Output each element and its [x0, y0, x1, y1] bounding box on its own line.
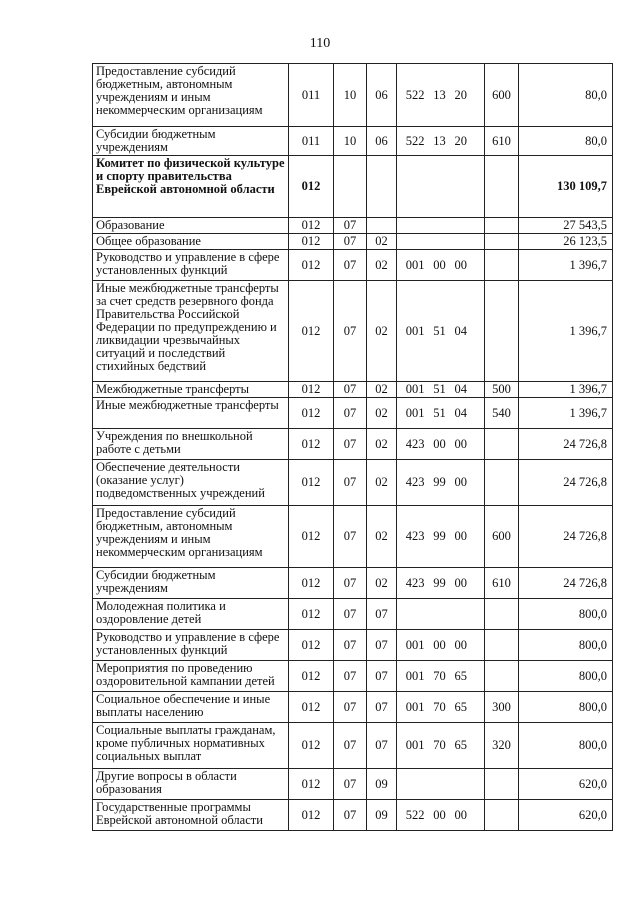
row-name-cell: Обеспечение деятельности (оказание услуг) подведомственных учреждений [93, 460, 289, 506]
row-code-cell: 00 [427, 630, 453, 661]
table-row [93, 281, 613, 382]
row-amount-cell: 1 396,7 [519, 382, 613, 398]
row-name-cell: Социальное обеспечение и иные выплаты населению [93, 692, 289, 723]
row-code-cell: 012 [289, 723, 334, 769]
row-code-cell: 10 [334, 64, 367, 127]
row-code-cell [485, 429, 519, 460]
row-code-cell: 001 [397, 630, 427, 661]
table-row [93, 630, 613, 661]
row-code-cell: 00 [453, 250, 485, 281]
table-row [93, 599, 613, 630]
row-code-cell: 540 [485, 398, 519, 429]
row-code-cell: 02 [367, 382, 397, 398]
row-code-cell: 07 [334, 398, 367, 429]
table-row [93, 429, 613, 460]
table-row [93, 506, 613, 568]
row-code-cell: 012 [289, 429, 334, 460]
row-code-cell: 610 [485, 568, 519, 599]
row-code-cell: 07 [334, 692, 367, 723]
row-code-cell: 07 [367, 661, 397, 692]
table-row [93, 398, 613, 429]
row-code-cell: 09 [367, 800, 397, 831]
row-code-cell: 600 [485, 506, 519, 568]
table-row [93, 769, 613, 800]
row-code-cell: 07 [334, 218, 367, 234]
table-row [93, 800, 613, 831]
row-name-cell: Межбюджетные трансферты [93, 382, 289, 398]
row-code-cell: 99 [427, 568, 453, 599]
row-code-cell: 00 [453, 800, 485, 831]
row-code-cell [427, 218, 453, 234]
row-name-cell: Субсидии бюджетным учреждениям [93, 568, 289, 599]
row-code-cell: 07 [334, 568, 367, 599]
row-code-cell: 012 [289, 630, 334, 661]
table-row [93, 661, 613, 692]
row-code-cell [453, 234, 485, 250]
row-amount-cell: 620,0 [519, 769, 613, 800]
row-amount-cell: 130 109,7 [519, 156, 613, 218]
row-code-cell: 07 [334, 800, 367, 831]
row-code-cell: 07 [334, 661, 367, 692]
row-code-cell: 70 [427, 723, 453, 769]
row-code-cell: 423 [397, 506, 427, 568]
row-code-cell: 600 [485, 64, 519, 127]
row-code-cell [485, 800, 519, 831]
row-code-cell: 001 [397, 692, 427, 723]
row-code-cell: 001 [397, 723, 427, 769]
row-code-cell [397, 599, 427, 630]
row-code-cell: 300 [485, 692, 519, 723]
row-code-cell [453, 218, 485, 234]
row-code-cell [397, 234, 427, 250]
row-code-cell: 02 [367, 460, 397, 506]
table-row [93, 234, 613, 250]
row-code-cell: 06 [367, 127, 397, 156]
row-code-cell: 70 [427, 692, 453, 723]
row-code-cell: 51 [427, 281, 453, 382]
table-row [93, 723, 613, 769]
row-code-cell: 02 [367, 234, 397, 250]
row-code-cell: 65 [453, 661, 485, 692]
row-code-cell: 522 [397, 127, 427, 156]
row-amount-cell: 1 396,7 [519, 281, 613, 382]
row-code-cell [485, 661, 519, 692]
row-name-cell: Руководство и управление в сфере установленных функций [93, 630, 289, 661]
row-code-cell: 07 [334, 382, 367, 398]
row-code-cell: 09 [367, 769, 397, 800]
row-name-cell: Мероприятия по проведению оздоровительной кампании детей [93, 661, 289, 692]
budget-table-body [93, 64, 613, 831]
row-code-cell: 02 [367, 281, 397, 382]
row-code-cell: 51 [427, 382, 453, 398]
row-amount-cell: 24 726,8 [519, 568, 613, 599]
row-code-cell: 001 [397, 250, 427, 281]
row-code-cell: 65 [453, 692, 485, 723]
row-code-cell: 012 [289, 800, 334, 831]
row-code-cell: 02 [367, 398, 397, 429]
row-code-cell: 522 [397, 64, 427, 127]
row-code-cell: 06 [367, 64, 397, 127]
row-code-cell: 10 [334, 127, 367, 156]
row-amount-cell: 80,0 [519, 127, 613, 156]
row-code-cell: 012 [289, 156, 334, 218]
row-code-cell: 012 [289, 218, 334, 234]
budget-table [92, 63, 613, 831]
row-code-cell: 02 [367, 568, 397, 599]
row-code-cell [485, 156, 519, 218]
row-amount-cell: 27 543,5 [519, 218, 613, 234]
row-code-cell: 99 [427, 460, 453, 506]
table-row [93, 156, 613, 218]
row-code-cell: 012 [289, 234, 334, 250]
row-code-cell: 012 [289, 382, 334, 398]
row-code-cell [427, 156, 453, 218]
row-name-cell: Социальные выплаты гражданам, кроме публичных нормативных социальных выплат [93, 723, 289, 769]
row-amount-cell: 80,0 [519, 64, 613, 127]
row-code-cell: 70 [427, 661, 453, 692]
row-code-cell: 522 [397, 800, 427, 831]
row-name-cell: Образование [93, 218, 289, 234]
row-code-cell: 13 [427, 64, 453, 127]
row-code-cell [485, 234, 519, 250]
table-row [93, 382, 613, 398]
table-row [93, 568, 613, 599]
row-code-cell: 00 [453, 506, 485, 568]
row-amount-cell: 620,0 [519, 800, 613, 831]
row-code-cell: 07 [334, 630, 367, 661]
row-code-cell: 001 [397, 661, 427, 692]
row-code-cell: 00 [453, 429, 485, 460]
table-row [93, 64, 613, 127]
row-code-cell [397, 769, 427, 800]
table-row [93, 692, 613, 723]
row-code-cell: 012 [289, 769, 334, 800]
row-name-cell: Общее образование [93, 234, 289, 250]
row-amount-cell: 1 396,7 [519, 398, 613, 429]
row-code-cell: 04 [453, 382, 485, 398]
row-code-cell: 07 [367, 692, 397, 723]
row-code-cell [485, 250, 519, 281]
row-code-cell [485, 218, 519, 234]
page-number: 110 [309, 36, 331, 51]
row-code-cell [397, 218, 427, 234]
row-code-cell: 00 [427, 429, 453, 460]
row-amount-cell: 26 123,5 [519, 234, 613, 250]
row-code-cell: 610 [485, 127, 519, 156]
row-code-cell: 13 [427, 127, 453, 156]
row-code-cell: 500 [485, 382, 519, 398]
row-amount-cell: 24 726,8 [519, 506, 613, 568]
row-name-cell: Субсидии бюджетным учреждениям [93, 127, 289, 156]
row-amount-cell: 24 726,8 [519, 429, 613, 460]
row-name-cell: Молодежная политика и оздоровление детей [93, 599, 289, 630]
row-name-cell: Предоставление субсидий бюджетным, автономным учреждениям и иным некоммерческим организациям [93, 506, 289, 568]
row-amount-cell: 24 726,8 [519, 460, 613, 506]
row-name-cell: Комитет по физической культуре и спорту правительства Еврейской автономной области [93, 156, 289, 218]
row-name-cell: Другие вопросы в области образования [93, 769, 289, 800]
row-name-cell: Государственные программы Еврейской автономной области [93, 800, 289, 831]
row-code-cell: 012 [289, 281, 334, 382]
row-code-cell: 423 [397, 568, 427, 599]
row-code-cell: 011 [289, 64, 334, 127]
row-name-cell: Иные межбюджетные трансферты за счет средств резервного фонда Правительства Российской Федерации по предупреждению и ликвидации чрезвычайных ситуаций и последствий стихийных бедствий [93, 281, 289, 382]
row-code-cell [427, 599, 453, 630]
row-name-cell: Предоставление субсидий бюджетным, автономным учреждениям и иным некоммерческим организациям [93, 64, 289, 127]
row-amount-cell: 800,0 [519, 692, 613, 723]
table-row [93, 250, 613, 281]
row-code-cell: 07 [334, 234, 367, 250]
row-code-cell: 012 [289, 661, 334, 692]
row-amount-cell: 800,0 [519, 599, 613, 630]
row-code-cell: 012 [289, 568, 334, 599]
row-code-cell [485, 769, 519, 800]
table-row [93, 218, 613, 234]
row-code-cell: 04 [453, 281, 485, 382]
row-code-cell [453, 769, 485, 800]
row-code-cell: 00 [427, 250, 453, 281]
row-code-cell: 423 [397, 429, 427, 460]
row-code-cell: 011 [289, 127, 334, 156]
row-code-cell: 07 [334, 250, 367, 281]
row-code-cell [485, 630, 519, 661]
row-code-cell: 012 [289, 692, 334, 723]
row-amount-cell: 800,0 [519, 630, 613, 661]
row-code-cell: 51 [427, 398, 453, 429]
row-code-cell: 02 [367, 429, 397, 460]
row-code-cell: 07 [367, 630, 397, 661]
row-code-cell: 320 [485, 723, 519, 769]
row-code-cell: 012 [289, 250, 334, 281]
row-code-cell: 07 [334, 429, 367, 460]
row-code-cell: 07 [334, 281, 367, 382]
row-code-cell: 07 [334, 599, 367, 630]
row-code-cell: 07 [334, 506, 367, 568]
row-code-cell: 00 [453, 460, 485, 506]
row-code-cell: 001 [397, 398, 427, 429]
row-amount-cell: 800,0 [519, 661, 613, 692]
row-code-cell: 65 [453, 723, 485, 769]
row-code-cell [367, 156, 397, 218]
row-code-cell: 07 [334, 723, 367, 769]
row-code-cell [397, 156, 427, 218]
row-code-cell: 07 [334, 460, 367, 506]
row-code-cell: 00 [453, 568, 485, 599]
row-code-cell [485, 460, 519, 506]
row-code-cell: 04 [453, 398, 485, 429]
row-code-cell [427, 234, 453, 250]
row-code-cell: 99 [427, 506, 453, 568]
row-code-cell: 423 [397, 460, 427, 506]
table-row [93, 460, 613, 506]
row-code-cell [453, 599, 485, 630]
row-code-cell [427, 769, 453, 800]
row-code-cell: 001 [397, 281, 427, 382]
row-code-cell: 012 [289, 506, 334, 568]
row-code-cell: 012 [289, 599, 334, 630]
row-name-cell: Руководство и управление в сфере установленных функций [93, 250, 289, 281]
row-code-cell [485, 599, 519, 630]
table-row [93, 127, 613, 156]
row-code-cell [453, 156, 485, 218]
row-code-cell: 00 [427, 800, 453, 831]
row-amount-cell: 1 396,7 [519, 250, 613, 281]
row-code-cell: 012 [289, 460, 334, 506]
row-code-cell: 02 [367, 250, 397, 281]
row-code-cell: 20 [453, 127, 485, 156]
row-code-cell: 07 [367, 723, 397, 769]
row-code-cell: 012 [289, 398, 334, 429]
row-code-cell: 20 [453, 64, 485, 127]
row-code-cell [485, 281, 519, 382]
row-code-cell: 02 [367, 506, 397, 568]
row-code-cell: 07 [367, 599, 397, 630]
row-code-cell: 07 [334, 769, 367, 800]
row-code-cell: 001 [397, 382, 427, 398]
row-code-cell: 00 [453, 630, 485, 661]
row-amount-cell: 800,0 [519, 723, 613, 769]
row-code-cell [334, 156, 367, 218]
row-name-cell: Иные межбюджетные трансферты [93, 398, 289, 429]
row-name-cell: Учреждения по внешкольной работе с детьми [93, 429, 289, 460]
row-code-cell [367, 218, 397, 234]
